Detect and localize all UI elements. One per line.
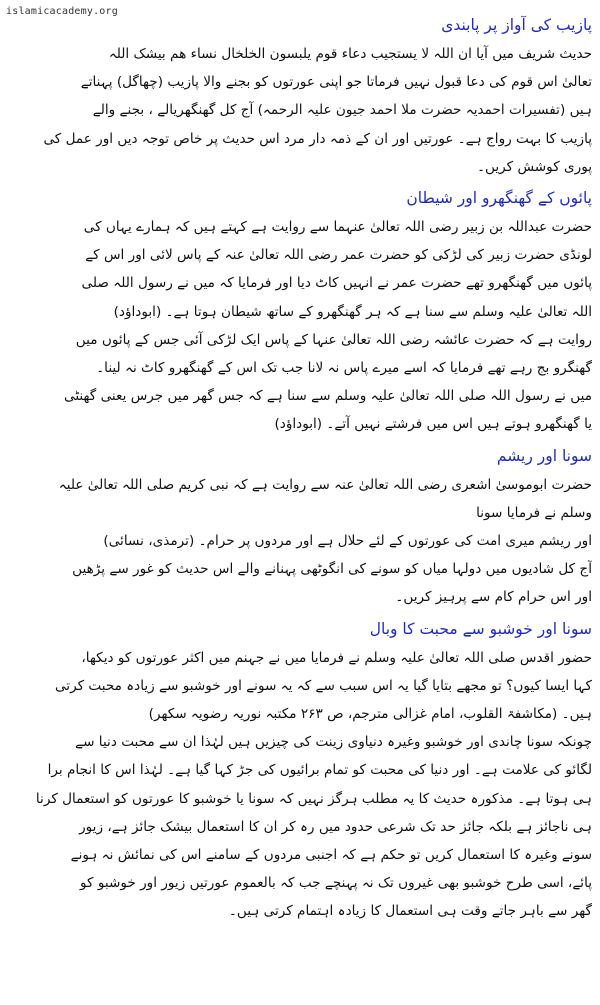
text-line: ہیں۔ (مکاشفۃ القلوب، امام غزالی مترجم، ص ۲۶۳ مکتبہ نوریہ رضویہ سکھر) bbox=[148, 706, 592, 723]
text-line: حضور اقدس صلی اللہ تعالیٰ علیہ وسلم نے فرمایا میں نے جہنم میں اکثر عورتوں کو دیکھا، bbox=[81, 649, 592, 666]
text-line: حضرت عبداللہ بن زبیر رضی اللہ تعالیٰ عنہما سے روایت ہے کہتے ہیں کہ ہمارے یہاں کی bbox=[83, 219, 592, 236]
text-line: حدیث شریف میں آیا ان اللہ لا یستجیب دعاء قوم یلبسون الخلخال نساء ھم بیشک اللہ bbox=[108, 46, 592, 62]
text-line: اور اس حرام کام سے پرہیز کریں۔ bbox=[395, 589, 592, 606]
text-line: پائے، اسی طرح خوشبو بھی غیروں تک نہ پہنچے جب کہ بالعموم عورتیں زیور اور خوشبو کو bbox=[80, 875, 592, 892]
section-heading: پازیب کی آواز پر پابندی bbox=[441, 16, 592, 34]
text-line: لونڈی حضرت زبیر کی لڑکی کو حضرت عمر رضی اللہ تعالیٰ عنہ کے پاس لائی اور اس کے bbox=[85, 247, 592, 264]
section-anklet-sound bbox=[8, 10, 592, 181]
text-line: ہی ہوتا ہے۔ مذکورہ حدیث کا یہ مطلب ہرگز نہیں کہ سونا یا خوشبو کا عورتوں کو استعمال کرنا bbox=[35, 790, 592, 807]
text-line: گھر سے باہر جاتے وقت ہی استعمال کا زیادہ اہتمام کرتی ہیں۔ bbox=[228, 903, 592, 920]
section-gold-perfume-love bbox=[8, 614, 592, 926]
text-line: چونکہ سونا چاندی اور خوشبو وغیرہ دنیاوی زینت کی چیزیں ہیں لہٰذا ان سے محبت دنیا سے bbox=[75, 734, 592, 751]
text-line: پازیب کا بہت رواج ہے۔ عورتیں اور ان کے ذمہ دار مرد اس حدیث پر خاص توجہ دیں اور عمل کی bbox=[43, 130, 592, 147]
text-line: لگائو کی علامت ہے۔ اور دنیا کی محبت کو تمام برائیوں کی جڑ کہا گیا ہے۔ لہٰذا اس کا انجام برا bbox=[47, 762, 592, 779]
text-line: وسلم نے فرمایا سونا bbox=[476, 504, 592, 521]
text-line: پوری کوشش کریں۔ bbox=[477, 158, 592, 175]
article-body bbox=[8, 10, 592, 928]
section-heading: پائوں کے گھنگھرو اور شیطان bbox=[406, 189, 592, 208]
text-line: روایت ہے کہ حضرت عائشہ رضی اللہ تعالیٰ عنہا کے پاس ایک لڑکی آئی جس کے پائوں میں bbox=[75, 331, 592, 348]
text-line: اور ریشم میری امت کی عورتوں کے لئے حلال ہے اور مردوں پر حرام۔ (ترمذی، نسائی) bbox=[103, 533, 592, 550]
text-line: کہا ایسا کیوں؟ تو مجھے بتایا گیا یہ اس سبب سے کہ یہ سونے اور خوشبو سے زیادہ محبت کرتی bbox=[54, 677, 592, 694]
text-line: تعالیٰ اس قوم کی دعا قبول نہیں فرماتا جو اپنی عورتوں کو بجنے والا پازیب (چھاگل) پہناتے bbox=[80, 74, 592, 91]
text-line: پائوں میں گھنگھرو تھے حضرت عمر نے انہیں کاٹ دیا اور فرمایا کہ میں نے رسول اللہ صلی bbox=[81, 275, 592, 292]
text-line: یا گھنگھرو ہوتے ہیں اس میں فرشتے نہیں آتے۔ (ابوداؤد) bbox=[274, 416, 592, 433]
section-heading: سونا اور خوشبو سے محبت کا وبال bbox=[369, 619, 592, 638]
text-line: آج کل شادیوں میں دولہا میاں کو سونے کی انگوٹھی پہنانے والے اس حدیث کو غور سے پڑھیں bbox=[72, 561, 592, 578]
text-line: گھنگرو بج رہے تھے فرمایا کہ اسے میرے پاس نہ لانا جب تک اس کے گھنگھرو کاٹ نہ لینا۔ bbox=[96, 360, 592, 377]
text-line: سونے وغیرہ کا استعمال کریں تو حکم ہے کہ اجنبی مردوں کے سامنے اس کی نمائش نہ ہونے bbox=[70, 847, 592, 864]
section-gold-silk bbox=[8, 441, 592, 612]
text-line: میں نے رسول اللہ صلی اللہ تعالیٰ علیہ وسلم سے سنا ہے کہ جس گھر میں جرس یعنی گھنٹی bbox=[64, 388, 592, 405]
text-line: ہیں (تفسیرات احمدیہ حضرت ملا احمد جیون علیہ الرحمہ) آج کل گھنگھریالے ، بجنے والے bbox=[92, 102, 592, 119]
text-line: حضرت ابوموسیٰ اشعری رضی اللہ تعالیٰ عنہ سے روایت ہے کہ نبی کریم صلی اللہ تعالیٰ علیہ bbox=[58, 476, 592, 493]
text-line: اللہ تعالیٰ علیہ وسلم سے سنا ہے کہ ہر گھنگھرو کے ساتھ شیطان ہوتا ہے۔ (ابوداؤد) bbox=[113, 303, 592, 320]
section-bells-satan bbox=[8, 183, 592, 439]
section-heading: سونا اور ریشم bbox=[496, 446, 592, 465]
text-line: ہی ناجائز ہے بلکہ جائز حد تک شرعی حدود میں رہ کر ان کا استعمال بیشک جائز ہے، زیور bbox=[79, 818, 592, 835]
site-watermark: islamicacademy.org bbox=[6, 6, 118, 17]
